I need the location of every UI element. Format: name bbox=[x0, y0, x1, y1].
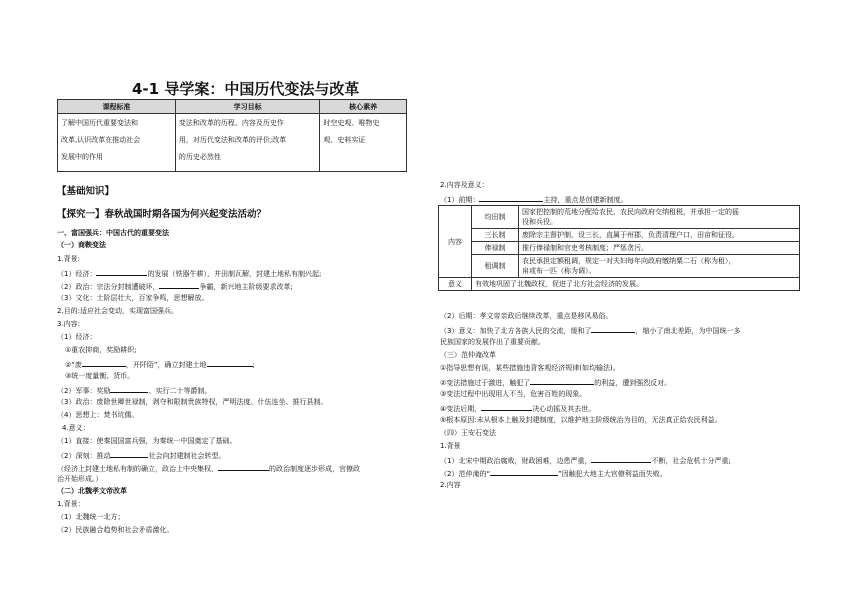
text-part: 决心动摇及其去世。 bbox=[532, 405, 596, 413]
table-row-name: 三长制 bbox=[472, 229, 519, 242]
text-part: 不断，社会危机十分严重; bbox=[651, 457, 731, 465]
fill-blank[interactable] bbox=[207, 358, 253, 367]
desc-line: 帛或布一匹（称为调）。 bbox=[522, 267, 596, 275]
text-line: ③统一度量衡、货币。 bbox=[65, 372, 135, 380]
text-line: 1.背景 bbox=[440, 442, 461, 450]
heading-shang-yang: （一）商鞅变法 bbox=[57, 241, 106, 249]
core-literacy-line: 时空史观、唯物史 bbox=[323, 119, 380, 127]
course-standard-cell bbox=[58, 114, 176, 172]
text-line: ③变法过程中出现用人不当，危害百姓的现象。 bbox=[440, 390, 587, 398]
header-learning-goal: 学习目标 bbox=[175, 100, 319, 114]
text-line bbox=[65, 358, 255, 370]
text-line: 2.内容及意义： bbox=[440, 181, 489, 189]
desc-line: 国家把控制的荒地分配给农民，农民向政府交纳租税，并承担一定的徭 bbox=[522, 208, 739, 216]
text-part: ，开阡陌”，确立封建土地 bbox=[125, 361, 207, 369]
text-line bbox=[440, 454, 731, 466]
text-line bbox=[440, 193, 627, 205]
text-line bbox=[440, 467, 667, 479]
text-part: （1）经济： bbox=[57, 270, 97, 278]
text-line bbox=[440, 402, 595, 414]
course-standard-line: 改革,认识改革在推动社会 bbox=[61, 136, 141, 144]
text-line: 2.内容 bbox=[440, 481, 461, 489]
heading-xiaowen: （二）北魏孝文帝改革 bbox=[57, 487, 127, 495]
fill-blank[interactable] bbox=[218, 462, 269, 471]
text-part: 争霸，新兴地主阶级要求改革; bbox=[199, 283, 293, 291]
text-part: （1）北宋中期政治腐败，财政困难，边患严重， bbox=[440, 457, 592, 465]
fill-blank[interactable] bbox=[110, 384, 148, 393]
text-line: （2）后期：孝文帝亲政后继续改革，重点是移风易俗。 bbox=[440, 312, 613, 320]
learning-goal-line: 用，对历代变法和改革的评价;改革 bbox=[178, 136, 287, 144]
desc-line: 废除宗主督护制，设三长，直属于州郡，负责清理户口、田亩和征役。 bbox=[522, 231, 739, 239]
learning-goal-cell bbox=[175, 114, 319, 172]
content-group-label: 内容 bbox=[439, 206, 472, 278]
learning-goal-line: 变法和改革的历程、内容及历史作 bbox=[178, 119, 284, 127]
text-part: （2）政治：宗法分封制遭破坏， bbox=[57, 283, 160, 291]
learning-goal-line: 的历史必然性 bbox=[178, 153, 221, 161]
table-row-name: 俸禄制 bbox=[472, 242, 519, 255]
text-part: （2）军事：奖励 bbox=[57, 387, 111, 395]
text-line: （3）政治：废除世卿世禄制，剥夺和限制贵族特权，严明法度、什伍连坐、推行县制。 bbox=[57, 398, 328, 406]
text-line bbox=[57, 280, 293, 292]
text-part: （2）深刻：推动 bbox=[57, 452, 111, 460]
course-standard-line: 了解中国历代重要变法和 bbox=[61, 119, 138, 127]
table-row-name: 均田制 bbox=[472, 206, 519, 229]
text-part: ②变法措施过于激进，触犯了 bbox=[440, 379, 531, 387]
course-standard-line: 发展中的作用 bbox=[61, 153, 103, 161]
reform-content-table bbox=[438, 205, 800, 291]
text-part: 的利益，遭到强烈反对。 bbox=[594, 379, 672, 387]
text-line: （1）直接：使秦国国富兵强，为秦统一中国奠定了基础。 bbox=[57, 437, 237, 445]
standards-table bbox=[57, 99, 407, 172]
text-line: ①指导思想有误，某些措施违背客观经济规律(如均输法)。 bbox=[440, 364, 620, 372]
table-row-name: 租调制 bbox=[472, 255, 519, 278]
fill-blank[interactable] bbox=[591, 454, 651, 463]
text-part: 的政治制度逐步形成，官僚政 bbox=[269, 465, 360, 473]
text-line: ①重农抑商，奖励耕织; bbox=[65, 346, 137, 354]
heading-reform: 一、富国强兵：中国古代的重要变法 bbox=[57, 229, 169, 237]
fill-blank[interactable] bbox=[96, 267, 147, 276]
text-line: 4.意义： bbox=[62, 424, 90, 432]
text-line: （2）民族融合趋势和社会矛盾激化。 bbox=[57, 526, 174, 534]
header-course-standard: 课程标准 bbox=[58, 100, 176, 114]
text-line: 2.目的:适应社会变动，实现富国强兵。 bbox=[57, 307, 179, 315]
fill-blank[interactable] bbox=[479, 193, 543, 202]
fill-blank[interactable] bbox=[159, 280, 199, 289]
text-line: 治开始形成。） bbox=[57, 475, 103, 483]
core-literacy-cell bbox=[320, 114, 407, 172]
text-part: ”因触犯大地主大官僚利益而失败。 bbox=[558, 470, 667, 478]
section-basic-knowledge: 【基础知识】 bbox=[57, 186, 115, 197]
text-part: ②“废 bbox=[65, 361, 82, 369]
text-part: （1）前期： bbox=[440, 196, 480, 204]
text-line: ⑤根本原因:未从根本上触及封建制度，以维护地主阶级统治为目的，无法真正给农民利益。 bbox=[440, 416, 722, 424]
desc-line: 农民承担定额租调，规定一对夫妇每年向政府缴纳粟二石（称为租）， bbox=[522, 257, 736, 265]
text-part: 的发展（铁器牛耕），井田制瓦解，封建土地私有制兴起; bbox=[147, 270, 322, 278]
text-line bbox=[57, 449, 225, 461]
text-line bbox=[57, 384, 211, 396]
text-part: 社会向封建制社会转型。 bbox=[148, 452, 226, 460]
table-row-desc bbox=[519, 255, 800, 278]
text-line: 1.背景： bbox=[57, 500, 85, 508]
text-line bbox=[440, 376, 671, 388]
text-part: ; bbox=[252, 361, 255, 369]
text-line bbox=[440, 324, 740, 336]
table-row-desc bbox=[519, 229, 800, 242]
inquiry-heading: 【探究一】春秋战国时期各国为何兴起变法活动？ bbox=[57, 209, 267, 220]
text-line: （1）经济： bbox=[57, 333, 97, 341]
text-part: 主持，重点是创建新制度。 bbox=[543, 196, 628, 204]
text-part: （3）意义：加快了北方各族人民的交流，缓和了 bbox=[440, 327, 592, 335]
page-title: 4-1 导学案：中国历代变法与改革 bbox=[132, 80, 360, 98]
text-line: 3.内容: bbox=[57, 320, 81, 328]
core-literacy-line: 观、史料实证 bbox=[323, 136, 366, 144]
text-line: （4）思想上：焚书坑儒。 bbox=[57, 411, 139, 419]
fill-blank[interactable] bbox=[110, 449, 148, 458]
fill-blank[interactable] bbox=[591, 324, 635, 333]
table-row-desc bbox=[519, 242, 800, 255]
table-row-desc bbox=[519, 206, 800, 229]
fill-blank[interactable] bbox=[490, 467, 558, 476]
text-line bbox=[57, 462, 360, 474]
text-part: 、实行二十等爵制。 bbox=[148, 387, 212, 395]
meaning-label: 意义 bbox=[439, 278, 472, 291]
desc-line: 推行俸禄制和官吏考核制度；严惩贪污。 bbox=[522, 244, 648, 252]
text-line: 1.背景: bbox=[57, 255, 81, 263]
fill-blank[interactable] bbox=[481, 402, 532, 411]
meaning-text: 有效地巩固了北魏政权，促进了北方社会经济的发展。 bbox=[472, 278, 800, 291]
text-part: （2）范仲淹的“ bbox=[440, 470, 491, 478]
heading-fan-zhongyan: （三）范仲淹改革 bbox=[440, 351, 496, 359]
text-line: 民族国家的发展作出了重要贡献。 bbox=[440, 338, 545, 346]
text-line: （3）文化：士阶层壮大，百家争鸣，思想解放。 bbox=[57, 294, 209, 302]
header-core-literacy: 核心素养 bbox=[320, 100, 407, 114]
text-part: ④变法后期， bbox=[440, 405, 482, 413]
fill-blank[interactable] bbox=[530, 376, 594, 385]
text-line bbox=[57, 267, 321, 279]
heading-wang-anshi: （四）王安石变法 bbox=[440, 429, 496, 437]
text-part: ，缩小了南北差距，为中国统一多 bbox=[635, 327, 741, 335]
text-part: （经济上封建土地私有制的确立，政治上中央集权、 bbox=[57, 465, 218, 473]
desc-line: 役和兵役。 bbox=[522, 218, 557, 226]
text-line: （1）北魏统一北方； bbox=[57, 513, 125, 521]
fill-blank[interactable] bbox=[82, 358, 126, 367]
